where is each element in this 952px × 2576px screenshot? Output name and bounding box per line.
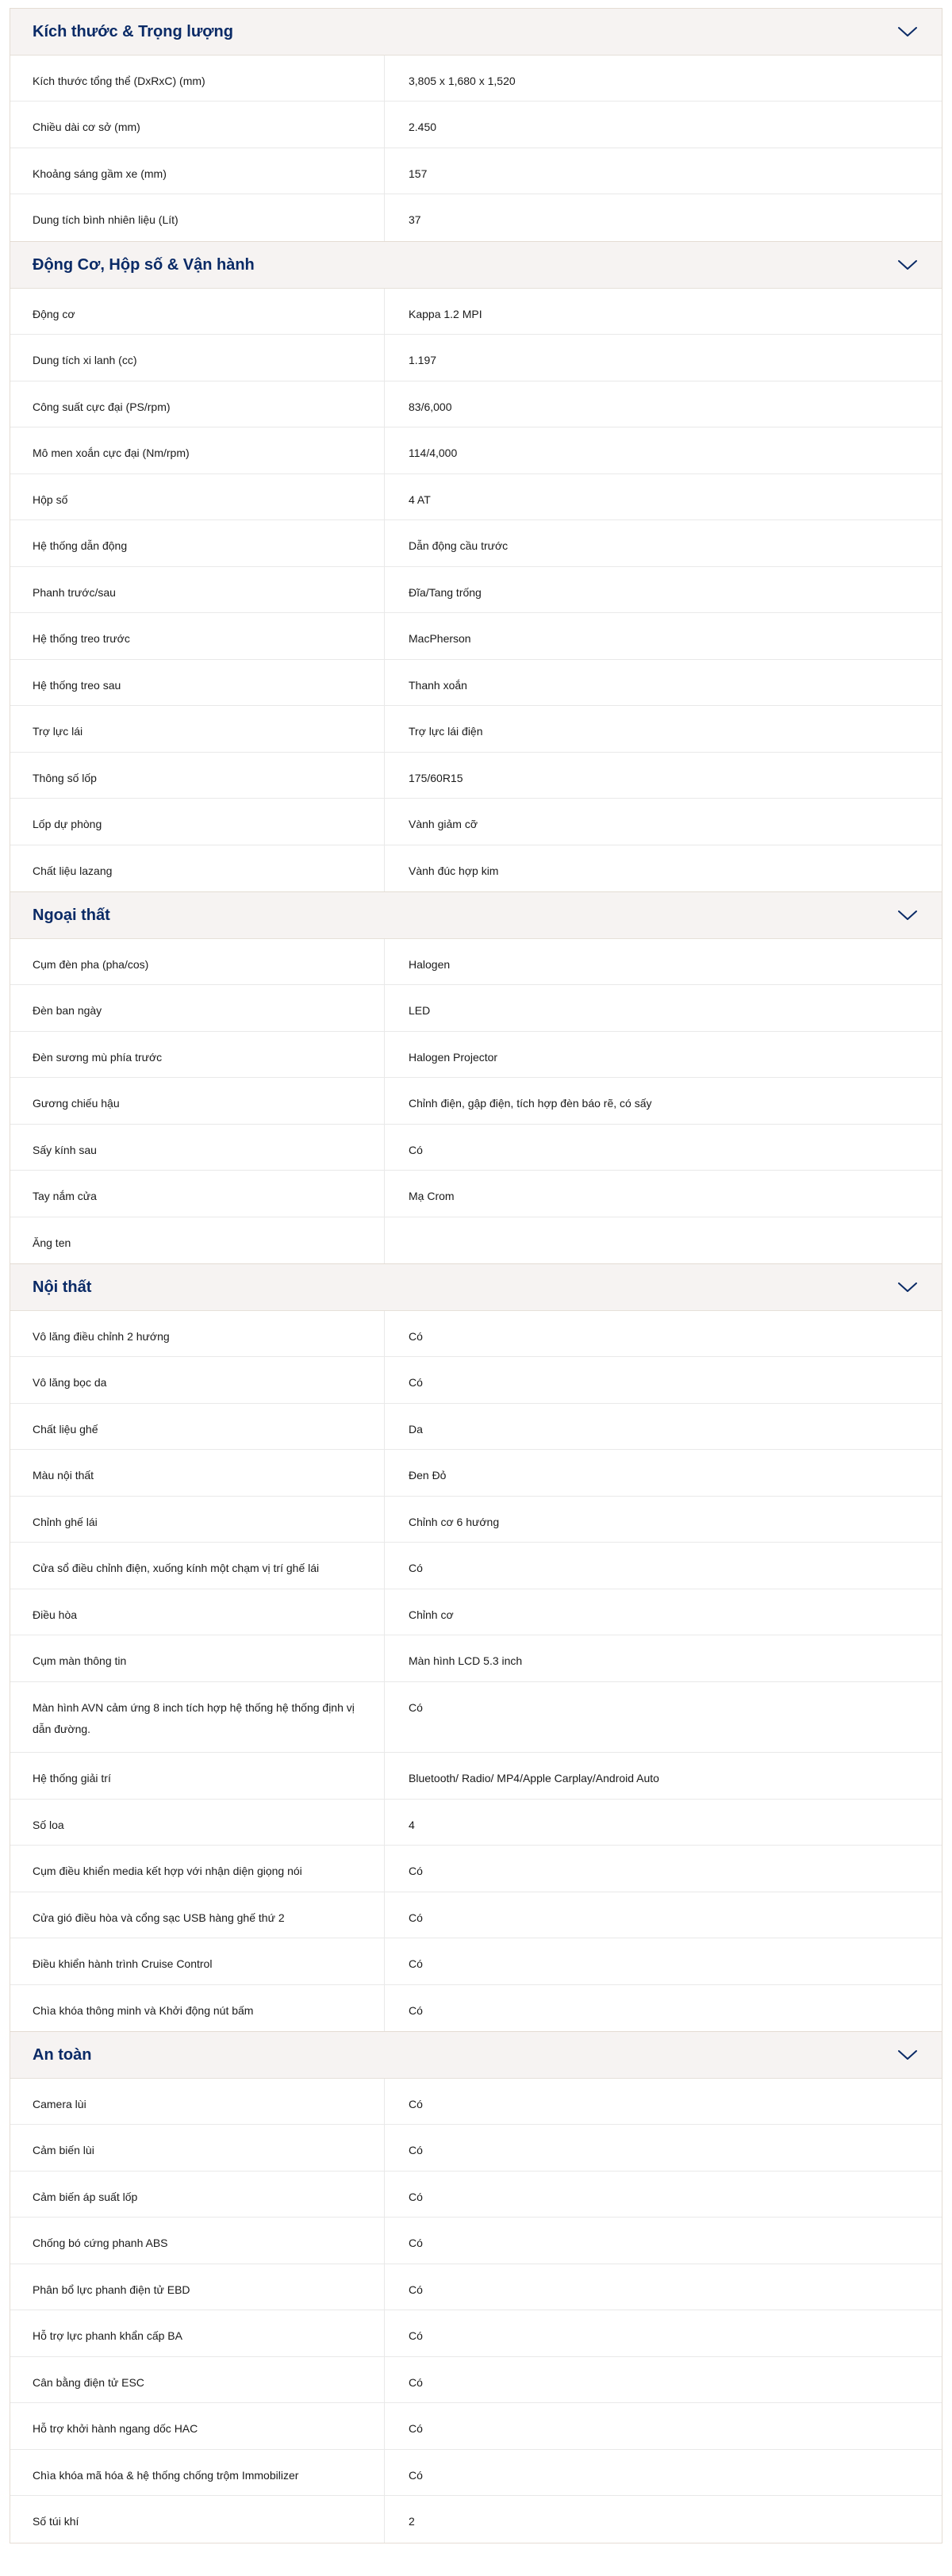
spec-row bbox=[10, 194, 942, 241]
spec-value bbox=[385, 1217, 942, 1263]
spec-row bbox=[10, 1357, 942, 1404]
spec-value: 2.450 bbox=[409, 121, 437, 133]
spec-value: Có bbox=[409, 2237, 423, 2249]
section-title: Kích thước & Trọng lượng bbox=[33, 22, 233, 40]
spec-section bbox=[10, 1264, 942, 2032]
spec-label: Chỉnh ghế lái bbox=[10, 1497, 385, 1542]
spec-label: Trợ lực lái bbox=[10, 706, 385, 752]
spec-label: Động cơ bbox=[10, 289, 385, 334]
spec-value: Da bbox=[409, 1423, 423, 1436]
spec-label: Chất liệu ghế bbox=[10, 1404, 385, 1449]
spec-value: Có bbox=[409, 1911, 423, 1924]
spec-row bbox=[10, 2218, 942, 2264]
spec-row bbox=[10, 335, 942, 381]
spec-value: Có bbox=[409, 1701, 423, 1714]
spec-value: 2 bbox=[409, 2515, 415, 2528]
spec-row bbox=[10, 1985, 942, 2031]
spec-row bbox=[10, 1497, 942, 1543]
spec-row bbox=[10, 1450, 942, 1497]
spec-row bbox=[10, 474, 942, 520]
spec-value: Có bbox=[409, 1957, 423, 1970]
spec-row bbox=[10, 1635, 942, 1682]
spec-row bbox=[10, 799, 942, 845]
spec-value: 4 bbox=[409, 1819, 415, 1831]
spec-value: Có bbox=[409, 2191, 423, 2203]
spec-row bbox=[10, 2264, 942, 2310]
spec-value: Đĩa/Tang trống bbox=[409, 586, 482, 599]
spec-row bbox=[10, 1404, 942, 1450]
section-header[interactable] bbox=[10, 2032, 942, 2079]
spec-label: Mô men xoắn cực đại (Nm/rpm) bbox=[10, 427, 385, 473]
spec-label: Dung tích bình nhiên liệu (Lít) bbox=[10, 194, 385, 241]
spec-accordion bbox=[10, 8, 942, 2543]
section-title: Ngoại thất bbox=[33, 906, 110, 924]
chevron-down-icon[interactable] bbox=[897, 25, 918, 38]
spec-label: Vô lăng điều chỉnh 2 hướng bbox=[10, 1311, 385, 1356]
spec-row bbox=[10, 1682, 942, 1753]
spec-row bbox=[10, 148, 942, 194]
spec-row bbox=[10, 1217, 942, 1263]
spec-label: Hệ thống treo sau bbox=[10, 660, 385, 705]
section-header[interactable] bbox=[10, 1264, 942, 1311]
spec-label: Phanh trước/sau bbox=[10, 567, 385, 612]
spec-label: Hỗ trợ khởi hành ngang dốc HAC bbox=[10, 2403, 385, 2449]
spec-row bbox=[10, 381, 942, 427]
spec-value: Mạ Crom bbox=[409, 1190, 455, 1202]
chevron-down-icon[interactable] bbox=[897, 2049, 918, 2061]
spec-value: Vành đúc hợp kim bbox=[409, 864, 499, 877]
spec-row bbox=[10, 2403, 942, 2450]
spec-label: Hộp số bbox=[10, 474, 385, 519]
spec-label: Thông số lốp bbox=[10, 753, 385, 798]
spec-row bbox=[10, 2450, 942, 2496]
spec-row bbox=[10, 1311, 942, 1357]
spec-label: Cảm biến áp suất lốp bbox=[10, 2172, 385, 2217]
spec-row bbox=[10, 2172, 942, 2218]
spec-row bbox=[10, 1032, 942, 1078]
spec-value: Có bbox=[409, 2329, 423, 2342]
spec-value: MacPherson bbox=[409, 632, 471, 645]
spec-label: Màu nội thất bbox=[10, 1450, 385, 1496]
section-title: Động Cơ, Hộp số & Vận hành bbox=[33, 255, 255, 274]
section-title: An toàn bbox=[33, 2045, 92, 2064]
spec-row bbox=[10, 1846, 942, 1892]
spec-label: Công suất cực đại (PS/rpm) bbox=[10, 381, 385, 427]
spec-value: Chỉnh cơ 6 hướng bbox=[409, 1516, 500, 1528]
spec-value: LED bbox=[409, 1004, 431, 1017]
spec-row bbox=[10, 289, 942, 335]
spec-label: Gương chiếu hậu bbox=[10, 1078, 385, 1124]
spec-label: Điều khiển hành trình Cruise Control bbox=[10, 1938, 385, 1984]
spec-value: 1.197 bbox=[409, 354, 437, 366]
spec-value: Có bbox=[409, 1865, 423, 1877]
spec-value: Chỉnh cơ bbox=[409, 1608, 454, 1621]
spec-row bbox=[10, 1589, 942, 1635]
spec-label: Cửa sổ điều chỉnh điện, xuống kính một chạm vị trí ghế lái bbox=[10, 1543, 385, 1589]
spec-section bbox=[10, 9, 942, 242]
spec-label: Điều hòa bbox=[10, 1589, 385, 1635]
spec-label: Chiều dài cơ sở (mm) bbox=[10, 102, 385, 148]
spec-row bbox=[10, 985, 942, 1032]
spec-label: Chìa khóa mã hóa & hệ thống chống trộm Immobilizer bbox=[10, 2450, 385, 2495]
spec-value: 4 AT bbox=[409, 493, 431, 506]
spec-value: Đen Đỏ bbox=[409, 1469, 447, 1482]
spec-value: Có bbox=[409, 2376, 423, 2389]
spec-value: 157 bbox=[409, 167, 428, 180]
spec-label: Hệ thống dẫn động bbox=[10, 520, 385, 566]
spec-label: Cụm màn thông tin bbox=[10, 1635, 385, 1681]
spec-value: Thanh xoắn bbox=[409, 679, 467, 692]
spec-label: Khoảng sáng gầm xe (mm) bbox=[10, 148, 385, 194]
spec-label: Phân bổ lực phanh điện tử EBD bbox=[10, 2264, 385, 2310]
spec-row bbox=[10, 520, 942, 567]
section-header[interactable] bbox=[10, 242, 942, 289]
spec-value: Có bbox=[409, 2004, 423, 2017]
chevron-down-icon[interactable] bbox=[897, 259, 918, 271]
spec-value: 37 bbox=[409, 213, 421, 226]
spec-value: 114/4,000 bbox=[409, 447, 458, 459]
spec-value: Có bbox=[409, 1376, 423, 1389]
spec-label: Cụm đèn pha (pha/cos) bbox=[10, 939, 385, 984]
spec-row bbox=[10, 660, 942, 706]
spec-value: Vành giảm cỡ bbox=[409, 818, 478, 830]
spec-label: Vô lăng bọc da bbox=[10, 1357, 385, 1403]
spec-value: Có bbox=[409, 2098, 423, 2110]
spec-row bbox=[10, 1753, 942, 1800]
spec-value: Kappa 1.2 MPI bbox=[409, 308, 482, 320]
spec-label: Cân bằng điện tử ESC bbox=[10, 2357, 385, 2402]
spec-label: Chống bó cứng phanh ABS bbox=[10, 2218, 385, 2264]
spec-label: Hỗ trợ lực phanh khẩn cấp BA bbox=[10, 2310, 385, 2356]
spec-label: Sấy kính sau bbox=[10, 1125, 385, 1170]
spec-label: Tay nắm cửa bbox=[10, 1171, 385, 1217]
spec-row bbox=[10, 2357, 942, 2403]
spec-row bbox=[10, 427, 942, 474]
spec-label: Kích thước tổng thể (DxRxC) (mm) bbox=[10, 56, 385, 101]
spec-value: Halogen Projector bbox=[409, 1051, 498, 1064]
spec-value: Có bbox=[409, 1562, 423, 1574]
spec-row bbox=[10, 102, 942, 148]
spec-section bbox=[10, 242, 942, 892]
spec-row bbox=[10, 2125, 942, 2172]
spec-row bbox=[10, 939, 942, 985]
section-header[interactable] bbox=[10, 892, 942, 939]
chevron-down-icon[interactable] bbox=[897, 909, 918, 922]
spec-value: Có bbox=[409, 1330, 423, 1343]
spec-value: Màn hình LCD 5.3 inch bbox=[409, 1654, 523, 1667]
spec-value: Có bbox=[409, 2422, 423, 2435]
spec-row bbox=[10, 706, 942, 753]
spec-row bbox=[10, 753, 942, 799]
spec-row bbox=[10, 1171, 942, 1217]
spec-label: Camera lùi bbox=[10, 2079, 385, 2124]
spec-row bbox=[10, 613, 942, 660]
spec-row bbox=[10, 1078, 942, 1125]
spec-label: Màn hình AVN cảm ứng 8 inch tích hợp hệ thống hệ thống định vị dẫn đường. bbox=[10, 1682, 385, 1752]
spec-value: Có bbox=[409, 1144, 423, 1156]
spec-row bbox=[10, 845, 942, 891]
spec-value: Halogen bbox=[409, 958, 451, 971]
spec-value: Có bbox=[409, 2144, 423, 2156]
spec-label: Chìa khóa thông minh và Khởi động nút bấm bbox=[10, 1985, 385, 2031]
spec-row bbox=[10, 1543, 942, 1589]
spec-row bbox=[10, 1892, 942, 1938]
spec-value: Có bbox=[409, 2469, 423, 2482]
chevron-down-icon[interactable] bbox=[897, 1281, 918, 1294]
spec-label: Đèn ban ngày bbox=[10, 985, 385, 1031]
spec-row bbox=[10, 2079, 942, 2125]
spec-value: 83/6,000 bbox=[409, 401, 452, 413]
spec-label: Dung tích xi lanh (cc) bbox=[10, 335, 385, 381]
spec-label: Hệ thống giải trí bbox=[10, 1753, 385, 1799]
spec-value: Trợ lực lái điện bbox=[409, 725, 483, 738]
spec-label: Hệ thống treo trước bbox=[10, 613, 385, 659]
spec-label: Số túi khí bbox=[10, 2496, 385, 2543]
spec-label: Đèn sương mù phía trước bbox=[10, 1032, 385, 1077]
spec-label: Số loa bbox=[10, 1800, 385, 1845]
spec-section bbox=[10, 892, 942, 1264]
spec-value: 3,805 x 1,680 x 1,520 bbox=[409, 75, 516, 87]
spec-label: Cụm điều khiển media kết hợp với nhận diện giọng nói bbox=[10, 1846, 385, 1892]
spec-value: 175/60R15 bbox=[409, 772, 463, 784]
spec-value: Có bbox=[409, 2283, 423, 2296]
spec-row bbox=[10, 1800, 942, 1846]
spec-value: Dẫn động cầu trước bbox=[409, 539, 509, 552]
spec-row bbox=[10, 2496, 942, 2543]
spec-label: Ăng ten bbox=[10, 1217, 385, 1263]
spec-label: Lốp dự phòng bbox=[10, 799, 385, 845]
spec-value: Bluetooth/ Radio/ MP4/Apple Carplay/Android Auto bbox=[409, 1772, 659, 1784]
spec-value: Chỉnh điện, gập điện, tích hợp đèn báo rẽ, có sấy bbox=[409, 1097, 652, 1110]
section-header[interactable] bbox=[10, 9, 942, 56]
spec-section bbox=[10, 2032, 942, 2543]
spec-label: Cảm biến lùi bbox=[10, 2125, 385, 2171]
spec-row bbox=[10, 1125, 942, 1171]
spec-row bbox=[10, 56, 942, 102]
section-title: Nội thất bbox=[33, 1278, 92, 1296]
spec-row bbox=[10, 2310, 942, 2357]
spec-label: Chất liệu lazang bbox=[10, 845, 385, 891]
spec-row bbox=[10, 567, 942, 613]
spec-row bbox=[10, 1938, 942, 1985]
spec-label: Cửa gió điều hòa và cổng sạc USB hàng ghế thứ 2 bbox=[10, 1892, 385, 1938]
